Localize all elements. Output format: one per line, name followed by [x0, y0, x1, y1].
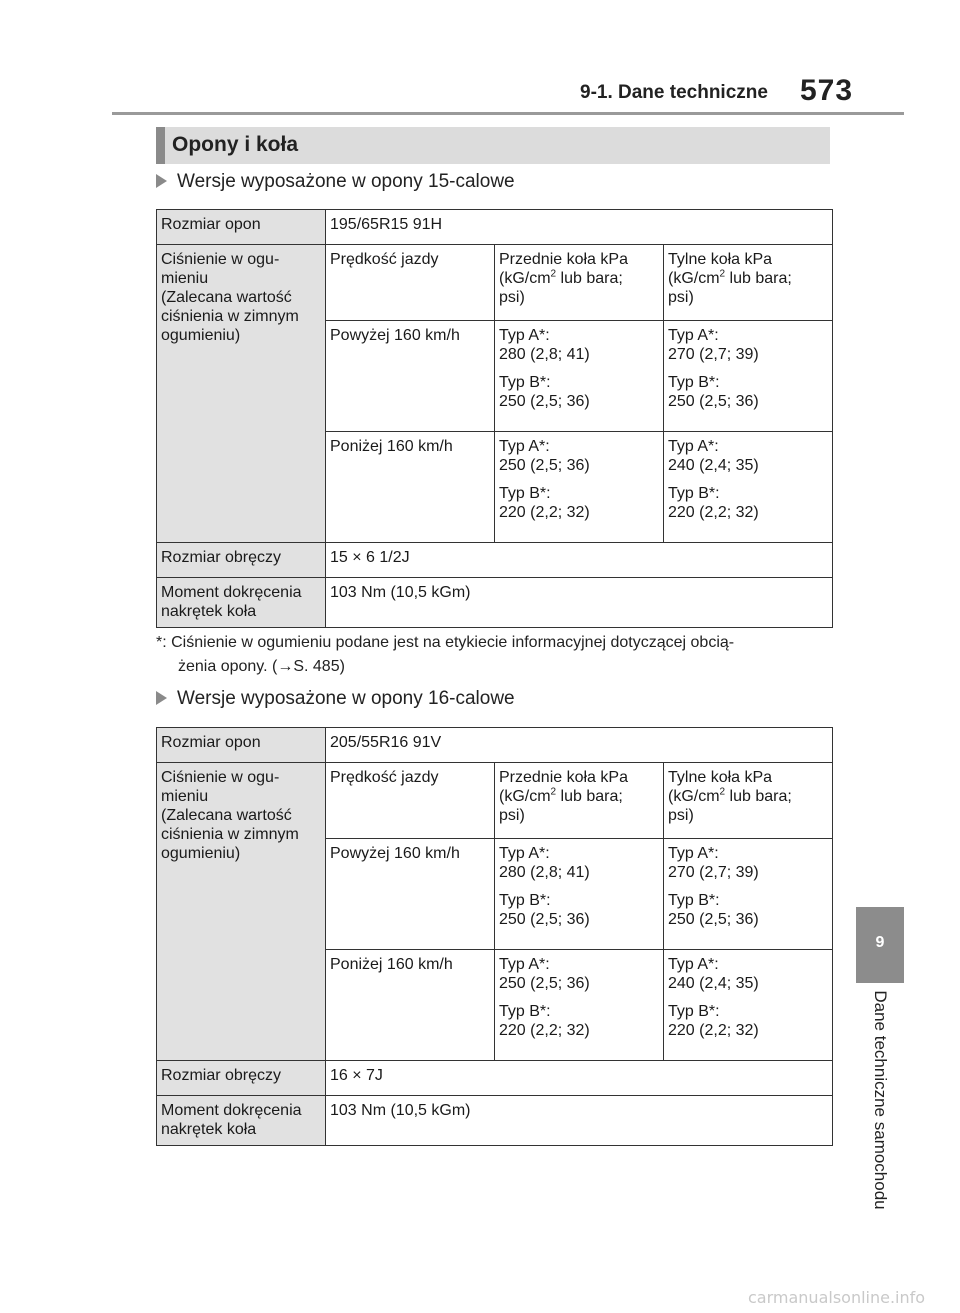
- table-row: [157, 543, 833, 578]
- tire-size-value: 195/65R15 91H: [326, 210, 833, 245]
- rear-pressure: Typ A*: 270 (2,7; 39) Typ B*: 250 (2,5; 36): [664, 321, 833, 432]
- chapter-tab: [856, 907, 904, 983]
- rim-size-label: Rozmiar obręczy: [157, 1061, 326, 1096]
- triangle-bullet-icon: [156, 174, 167, 188]
- front-wheels-label: Przednie koła kPa ($kG/cm^2$ lub bara; psi): [495, 245, 664, 321]
- subheading-15-inch: [156, 171, 515, 193]
- subheading-text: Wersje wyposażone w opony 15-calowe: [177, 171, 515, 192]
- table-row: [157, 1096, 833, 1146]
- rear-wheels-label: Tylne koła kPa ($kG/cm^2$ lub bara; psi): [664, 763, 833, 839]
- footnote-line: żenia opony. (→S. 485): [178, 658, 345, 675]
- rear-pressure: Typ A*: 240 (2,4; 35) Typ B*: 220 (2,2; 32): [664, 950, 833, 1061]
- chapter-side-label: Dane techniczne samochodu: [871, 990, 890, 1210]
- pressure-label: Ciśnienie w ogu- mieniu (Zalecana wartość ciśnienia w zimnym ogumieniu): [157, 245, 326, 543]
- rear-pressure: Typ A*: 240 (2,4; 35) Typ B*: 220 (2,2; 32): [664, 432, 833, 543]
- tire-size-label: Rozmiar opon: [157, 728, 326, 763]
- watermark: carmanualsonline.info: [748, 1288, 926, 1307]
- footnote: [156, 631, 836, 679]
- speed-value: Poniżej 160 km/h: [326, 950, 495, 1061]
- table-row: [157, 210, 833, 245]
- chapter-title: 9-1. Dane techniczne: [580, 82, 768, 103]
- table-row: [157, 245, 833, 321]
- tire-table-16: [156, 727, 833, 1146]
- rim-size-value: 16 × 7J: [326, 1061, 833, 1096]
- section-heading: [156, 127, 830, 164]
- speed-value: Poniżej 160 km/h: [326, 432, 495, 543]
- speed-label: Prędkość jazdy: [326, 245, 495, 321]
- table-row: [157, 578, 833, 628]
- subheading-16-inch: [156, 688, 515, 710]
- rear-pressure: Typ A*: 270 (2,7; 39) Typ B*: 250 (2,5; 36): [664, 839, 833, 950]
- speed-label: Prędkość jazdy: [326, 763, 495, 839]
- rim-size-label: Rozmiar obręczy: [157, 543, 326, 578]
- front-pressure: Typ A*: 250 (2,5; 36) Typ B*: 220 (2,2; 32): [495, 950, 664, 1061]
- front-pressure: Typ A*: 250 (2,5; 36) Typ B*: 220 (2,2; 32): [495, 432, 664, 543]
- section-heading-bar: [156, 127, 165, 164]
- front-pressure: Typ A*: 280 (2,8; 41) Typ B*: 250 (2,5; 36): [495, 839, 664, 950]
- pressure-label: Ciśnienie w ogu- mieniu (Zalecana wartość ciśnienia w zimnym ogumieniu): [157, 763, 326, 1061]
- rim-size-value: 15 × 6 1/2J: [326, 543, 833, 578]
- torque-label: Moment dokręcenia nakrętek koła: [157, 578, 326, 628]
- rear-wheels-label: Tylne koła kPa ($kG/cm^2$ lub bara; psi): [664, 245, 833, 321]
- header-rule: [112, 112, 904, 115]
- torque-value: 103 Nm (10,5 kGm): [326, 1096, 833, 1146]
- speed-value: Powyżej 160 km/h: [326, 839, 495, 950]
- front-pressure: Typ A*: 280 (2,8; 41) Typ B*: 250 (2,5; 36): [495, 321, 664, 432]
- tire-size-value: 205/55R16 91V: [326, 728, 833, 763]
- front-wheels-label: Przednie koła kPa ($kG/cm^2$ lub bara; psi): [495, 763, 664, 839]
- speed-value: Powyżej 160 km/h: [326, 321, 495, 432]
- footnote-line: *: Ciśnienie w ogumieniu podane jest na etykiecie informacyjnej dotyczącej obcią-: [156, 634, 735, 651]
- page-number: 573: [800, 74, 854, 107]
- table-row: [157, 728, 833, 763]
- arrow-right-icon: →: [277, 658, 294, 675]
- section-title: Opony i koła: [172, 133, 299, 156]
- torque-value: 103 Nm (10,5 kGm): [326, 578, 833, 628]
- tire-table-15: [156, 209, 833, 628]
- tire-size-label: Rozmiar opon: [157, 210, 326, 245]
- torque-label: Moment dokręcenia nakrętek koła: [157, 1096, 326, 1146]
- subheading-text: Wersje wyposażone w opony 16-calowe: [177, 688, 515, 709]
- table-row: [157, 763, 833, 839]
- chapter-tab-number: 9: [875, 934, 885, 951]
- table-row: [157, 1061, 833, 1096]
- triangle-bullet-icon: [156, 691, 167, 705]
